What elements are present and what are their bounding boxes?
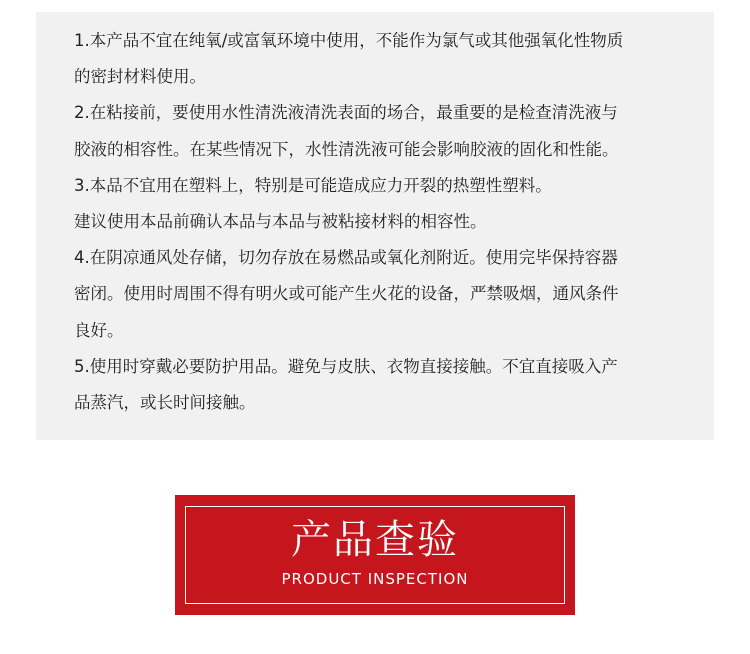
precaution-line: 3.本品不宜用在塑料上，特别是可能造成应力开裂的热塑性塑料。	[74, 175, 552, 195]
banner-title: 产品查验	[291, 517, 459, 563]
product-inspection-banner	[175, 495, 575, 615]
precaution-line: 密闭。使用时周围不得有明火或可能产生火花的设备，严禁吸烟，通风条件	[74, 284, 619, 304]
precaution-line: 品蒸汽，或长时间接触。	[74, 393, 256, 413]
precautions-panel	[36, 12, 714, 440]
precaution-line: 建议使用本品前确认本品与本品与被粘接材料的相容性。	[74, 212, 487, 232]
precaution-line: 良好。	[74, 320, 124, 340]
precaution-line: 2.在粘接前，要使用水性清洗液清洗表面的场合，最重要的是检查清洗液与	[74, 103, 618, 123]
precaution-line: 的密封材料使用。	[74, 67, 206, 87]
precaution-line: 5.使用时穿戴必要防护用品。避免与皮肤、衣物直接接触。不宜直接吸入产	[74, 356, 618, 376]
precaution-line: 1.本产品不宜在纯氧/或富氧环境中使用，不能作为氯气或其他强氧化性物质	[74, 31, 624, 50]
precaution-line: 4.在阴凉通风处存储，切勿存放在易燃品或氧化剂附近。使用完毕保持容器	[74, 248, 618, 268]
banner-subtitle: PRODUCT INSPECTION	[281, 570, 469, 588]
precautions-text	[74, 23, 684, 421]
precaution-line: 胶液的相容性。在某些情况下，水性清洗液可能会影响胶液的固化和性能。	[74, 139, 619, 159]
